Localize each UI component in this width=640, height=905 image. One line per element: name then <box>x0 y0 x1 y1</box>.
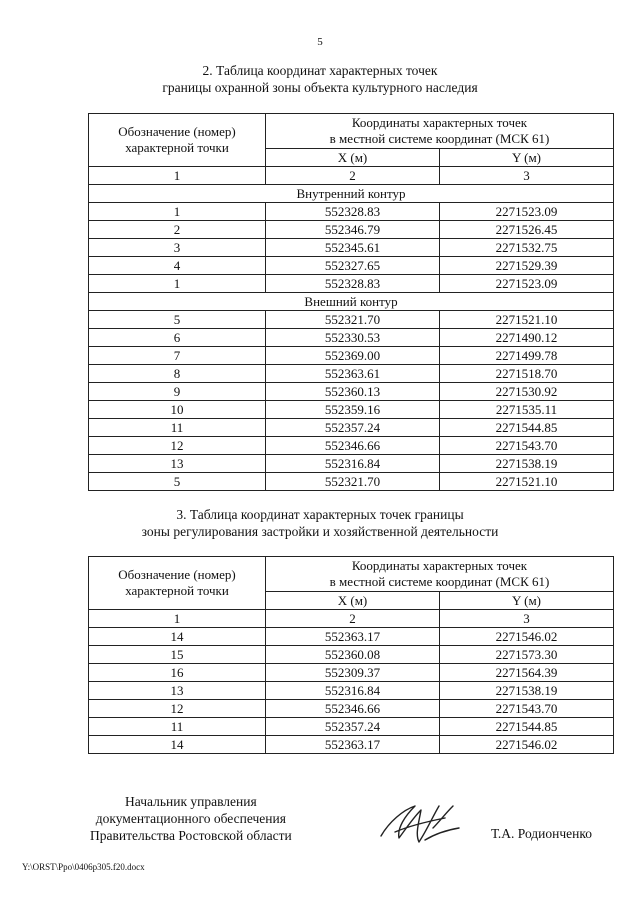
point-number-cell: 12 <box>89 437 266 455</box>
coords-column-header <box>266 557 614 592</box>
y-coordinate-cell: 2271546.02 <box>440 736 614 754</box>
point-number-cell: 14 <box>89 736 266 754</box>
y-coordinate-cell: 2271532.75 <box>440 239 614 257</box>
x-column-header: X (м) <box>266 592 440 610</box>
section-row-inner-contour <box>89 185 614 203</box>
y-coordinate-cell: 2271490.12 <box>440 329 614 347</box>
y-coordinate-cell: 2271499.78 <box>440 347 614 365</box>
table-row <box>89 455 614 473</box>
table-row <box>89 365 614 383</box>
table-row <box>89 257 614 275</box>
x-coordinate-cell: 552346.66 <box>266 437 440 455</box>
table-2-title-line-1: 2. Таблица координат характерных точек <box>202 63 438 78</box>
point-number-cell: 3 <box>89 239 266 257</box>
coords-column-header <box>266 114 614 149</box>
y-coordinate-cell: 2271521.10 <box>440 473 614 491</box>
point-header-line-1: Обозначение (номер) <box>118 567 236 582</box>
x-coordinate-cell: 552328.83 <box>266 275 440 293</box>
handwritten-signature <box>375 792 467 852</box>
point-number-cell: 13 <box>89 455 266 473</box>
point-number-cell: 9 <box>89 383 266 401</box>
table-2-title <box>0 62 640 96</box>
table-row <box>89 664 614 682</box>
point-number-cell: 10 <box>89 401 266 419</box>
section-row-outer-contour <box>89 293 614 311</box>
point-number-cell: 5 <box>89 473 266 491</box>
y-coordinate-cell: 2271518.70 <box>440 365 614 383</box>
point-number-cell: 12 <box>89 700 266 718</box>
y-coordinate-cell: 2271543.70 <box>440 437 614 455</box>
table-row <box>89 473 614 491</box>
point-number-cell: 1 <box>89 203 266 221</box>
table-row <box>89 311 614 329</box>
table-row <box>89 347 614 365</box>
point-number-cell: 11 <box>89 419 266 437</box>
table-2-title-line-2: границы охранной зоны объекта культурного наследия <box>162 80 478 95</box>
x-coordinate-cell: 552309.37 <box>266 664 440 682</box>
y-coordinate-cell: 2271526.45 <box>440 221 614 239</box>
x-coordinate-cell: 552328.83 <box>266 203 440 221</box>
x-coordinate-cell: 552346.79 <box>266 221 440 239</box>
point-number-cell: 5 <box>89 311 266 329</box>
table-row <box>89 383 614 401</box>
table-row <box>89 646 614 664</box>
document-file-path: Y:\ORST\Ppo\0406p305.f20.docx <box>22 862 145 872</box>
point-number-cell: 1 <box>89 275 266 293</box>
y-coordinate-cell: 2271546.02 <box>440 628 614 646</box>
table-row <box>89 700 614 718</box>
y-coordinate-cell: 2271544.85 <box>440 419 614 437</box>
point-number-cell: 7 <box>89 347 266 365</box>
point-number-cell: 11 <box>89 718 266 736</box>
y-coordinate-cell: 2271538.19 <box>440 455 614 473</box>
table-row <box>89 401 614 419</box>
table-row <box>89 419 614 437</box>
point-column-header <box>89 114 266 167</box>
x-coordinate-cell: 552321.70 <box>266 311 440 329</box>
table-3-title-line-1: 3. Таблица координат характерных точек границы <box>176 507 464 522</box>
x-coordinate-cell: 552346.66 <box>266 700 440 718</box>
point-number-cell: 4 <box>89 257 266 275</box>
point-column-header <box>89 557 266 610</box>
column-number: 1 <box>89 167 266 185</box>
table-header-row <box>89 114 614 149</box>
table-3-title <box>0 506 640 540</box>
table-header-row <box>89 557 614 592</box>
column-number: 2 <box>266 167 440 185</box>
table-row <box>89 203 614 221</box>
column-number: 1 <box>89 610 266 628</box>
table-row <box>89 239 614 257</box>
point-header-line-1: Обозначение (номер) <box>118 124 236 139</box>
y-coordinate-cell: 2271564.39 <box>440 664 614 682</box>
column-number: 3 <box>440 610 614 628</box>
y-coordinate-cell: 2271530.92 <box>440 383 614 401</box>
x-coordinate-cell: 552316.84 <box>266 455 440 473</box>
signature-stroke <box>381 806 459 842</box>
x-coordinate-cell: 552360.08 <box>266 646 440 664</box>
table-row <box>89 628 614 646</box>
x-coordinate-cell: 552369.00 <box>266 347 440 365</box>
x-coordinate-cell: 552321.70 <box>266 473 440 491</box>
column-number-row <box>89 167 614 185</box>
point-number-cell: 13 <box>89 682 266 700</box>
y-coordinate-cell: 2271521.10 <box>440 311 614 329</box>
y-coordinate-cell: 2271523.09 <box>440 275 614 293</box>
table-3-title-line-2: зоны регулирования застройки и хозяйственной деятельности <box>141 524 499 539</box>
table-2-coordinates <box>88 113 614 491</box>
x-coordinate-cell: 552316.84 <box>266 682 440 700</box>
point-number-cell: 8 <box>89 365 266 383</box>
x-coordinate-cell: 552330.53 <box>266 329 440 347</box>
table-3-coordinates <box>88 556 614 754</box>
x-coordinate-cell: 552345.61 <box>266 239 440 257</box>
y-coordinate-cell: 2271543.70 <box>440 700 614 718</box>
coords-header-line-2: в местной системе координат (МСК 61) <box>329 574 550 589</box>
signatory-position-line-1: Начальник управления <box>125 794 257 809</box>
table-row <box>89 437 614 455</box>
table-row <box>89 718 614 736</box>
x-coordinate-cell: 552363.61 <box>266 365 440 383</box>
table-row <box>89 329 614 347</box>
x-coordinate-cell: 552327.65 <box>266 257 440 275</box>
coords-header-line-1: Координаты характерных точек <box>351 558 528 573</box>
x-column-header: X (м) <box>266 149 440 167</box>
column-number: 3 <box>440 167 614 185</box>
y-coordinate-cell: 2271544.85 <box>440 718 614 736</box>
coords-header-line-2: в местной системе координат (МСК 61) <box>329 131 550 146</box>
page-number: 5 <box>317 36 323 48</box>
x-coordinate-cell: 552357.24 <box>266 419 440 437</box>
point-number-cell: 6 <box>89 329 266 347</box>
y-column-header: Y (м) <box>440 592 614 610</box>
point-number-cell: 15 <box>89 646 266 664</box>
point-header-line-2: характерной точки <box>125 583 229 598</box>
x-coordinate-cell: 552363.17 <box>266 628 440 646</box>
signatory-name: Т.А. Родионченко <box>491 826 592 841</box>
outer-contour-label: Внешний контур <box>89 293 614 311</box>
column-number: 2 <box>266 610 440 628</box>
signatory-position <box>90 793 292 844</box>
column-number-row <box>89 610 614 628</box>
coords-header-line-1: Координаты характерных точек <box>351 115 528 130</box>
y-coordinate-cell: 2271573.30 <box>440 646 614 664</box>
x-coordinate-cell: 552359.16 <box>266 401 440 419</box>
x-coordinate-cell: 552360.13 <box>266 383 440 401</box>
y-coordinate-cell: 2271529.39 <box>440 257 614 275</box>
point-header-line-2: характерной точки <box>125 140 229 155</box>
point-number-cell: 14 <box>89 628 266 646</box>
point-number-cell: 16 <box>89 664 266 682</box>
y-coordinate-cell: 2271535.11 <box>440 401 614 419</box>
signatory-position-line-2: документационного обеспечения <box>95 811 286 826</box>
y-coordinate-cell: 2271538.19 <box>440 682 614 700</box>
y-column-header: Y (м) <box>440 149 614 167</box>
table-row <box>89 221 614 239</box>
point-number-cell: 2 <box>89 221 266 239</box>
y-coordinate-cell: 2271523.09 <box>440 203 614 221</box>
table-row <box>89 682 614 700</box>
table-row <box>89 275 614 293</box>
signatory-position-line-3: Правительства Ростовской области <box>90 828 292 843</box>
x-coordinate-cell: 552363.17 <box>266 736 440 754</box>
x-coordinate-cell: 552357.24 <box>266 718 440 736</box>
inner-contour-label: Внутренний контур <box>89 185 614 203</box>
table-row <box>89 736 614 754</box>
